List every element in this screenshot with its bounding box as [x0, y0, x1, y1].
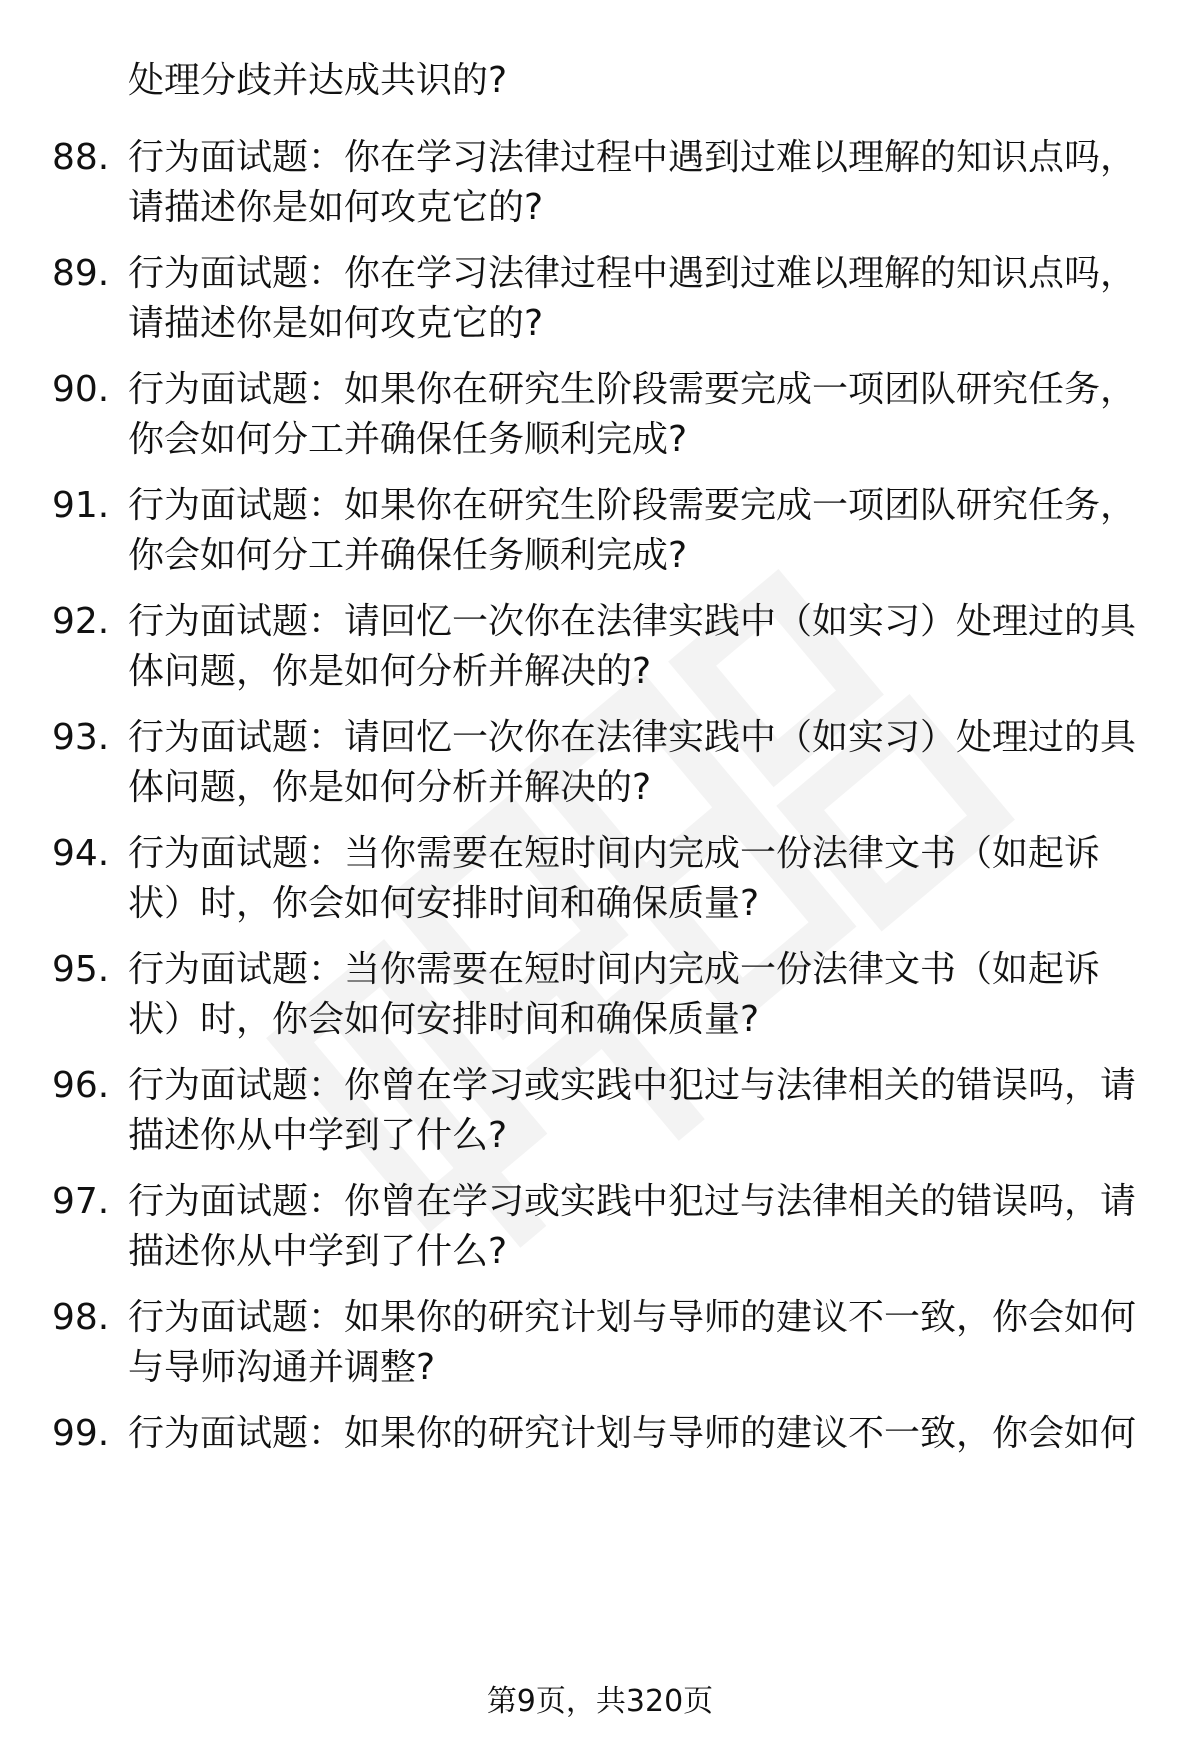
list-item — [0, 712, 1200, 822]
list-item — [0, 364, 1200, 474]
question-text-line-1: 行为面试题：如果你的研究计划与导师的建议不一致，你会如何 — [128, 1297, 1137, 1338]
list-item — [0, 1408, 1200, 1518]
question-number: 88. — [52, 137, 110, 178]
list-item — [0, 1292, 1200, 1402]
question-text-line-1: 行为面试题：当你需要在短时间内完成一份法律文书（如起诉 — [128, 949, 1101, 990]
question-text-line-1: 行为面试题：请回忆一次你在法律实践中（如实习）处理过的具 — [128, 601, 1137, 642]
continued-question-text: 处理分歧并达成共识的? — [128, 60, 508, 101]
list-item — [0, 944, 1200, 1054]
question-text-line-2: 你会如何分工并确保任务顺利完成? — [128, 419, 688, 460]
question-text-line-1: 行为面试题：如果你在研究生阶段需要完成一项团队研究任务， — [128, 485, 1137, 526]
question-number: 91. — [52, 485, 110, 526]
list-item — [0, 828, 1200, 938]
list-item — [0, 248, 1200, 358]
question-number: 96. — [52, 1065, 110, 1106]
question-text-line-2: 体问题，你是如何分析并解决的? — [128, 767, 652, 808]
list-item — [0, 596, 1200, 706]
question-text-line-1: 行为面试题：请回忆一次你在法律实践中（如实习）处理过的具 — [128, 717, 1137, 758]
question-text-line-1: 行为面试题：如果你的研究计划与导师的建议不一致，你会如何 — [128, 1413, 1137, 1454]
question-number: 93. — [52, 717, 110, 758]
question-text-line-1: 行为面试题：你在学习法律过程中遇到过难以理解的知识点吗， — [128, 137, 1137, 178]
question-text-line-1: 行为面试题：你曾在学习或实践中犯过与法律相关的错误吗，请 — [128, 1181, 1137, 1222]
question-number: 98. — [52, 1297, 110, 1338]
question-number: 99. — [52, 1413, 110, 1454]
question-text-line-2: 与导师沟通并调整? — [128, 1347, 436, 1388]
question-text-line-2: 状）时，你会如何安排时间和确保质量? — [128, 999, 760, 1040]
question-number: 94. — [52, 833, 110, 874]
question-number: 97. — [52, 1181, 110, 1222]
list-item — [0, 480, 1200, 590]
question-text-line-1: 行为面试题：当你需要在短时间内完成一份法律文书（如起诉 — [128, 833, 1101, 874]
question-text-line-2: 描述你从中学到了什么? — [128, 1231, 508, 1272]
question-number: 90. — [52, 369, 110, 410]
question-text-line-1: 行为面试题：如果你在研究生阶段需要完成一项团队研究任务， — [128, 369, 1137, 410]
question-text-line-1: 行为面试题：你曾在学习或实践中犯过与法律相关的错误吗，请 — [128, 1065, 1137, 1106]
question-text-line-2: 请描述你是如何攻克它的? — [128, 187, 544, 228]
list-item — [0, 132, 1200, 242]
question-text-line-2: 你会如何分工并确保任务顺利完成? — [128, 535, 688, 576]
question-number: 95. — [52, 949, 110, 990]
list-item — [0, 1176, 1200, 1286]
question-number: 89. — [52, 253, 110, 294]
question-text-line-1: 行为面试题：你在学习法律过程中遇到过难以理解的知识点吗， — [128, 253, 1137, 294]
question-text-line-2: 状）时，你会如何安排时间和确保质量? — [128, 883, 760, 924]
list-item — [0, 1060, 1200, 1170]
question-number: 92. — [52, 601, 110, 642]
question-text-line-2: 体问题，你是如何分析并解决的? — [128, 651, 652, 692]
question-text-line-2: 描述你从中学到了什么? — [128, 1115, 508, 1156]
question-text-line-2: 请描述你是如何攻克它的? — [128, 303, 544, 344]
page-number-footer: 第9页，共320页 — [486, 1684, 714, 1719]
